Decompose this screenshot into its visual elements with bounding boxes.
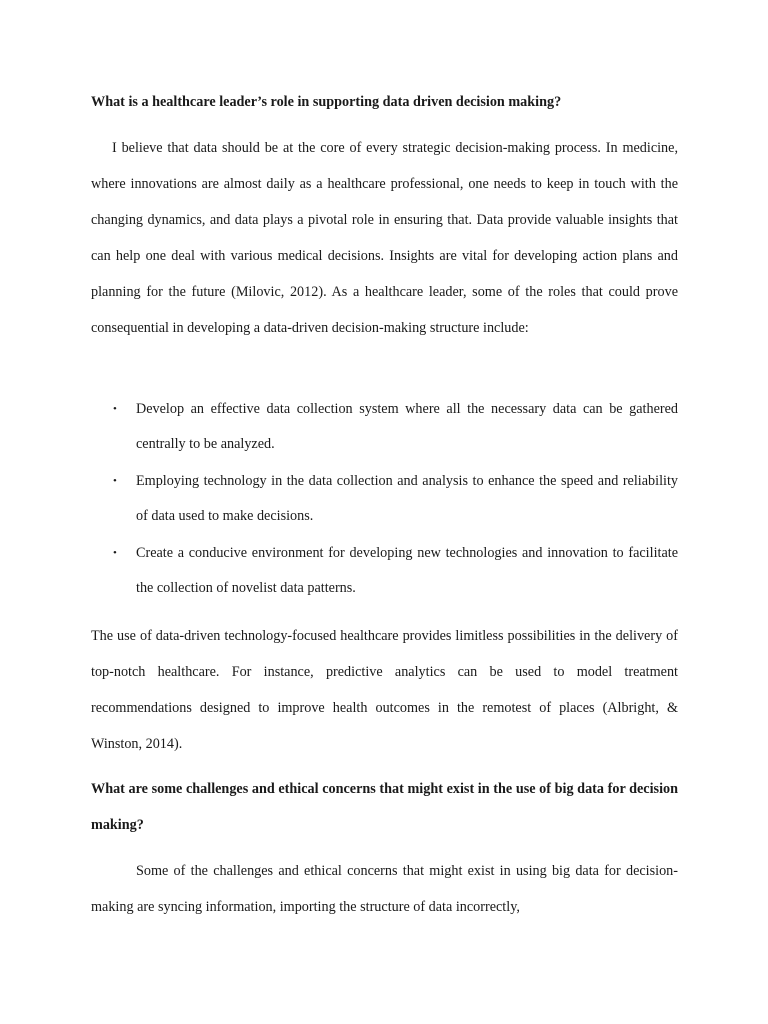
bullet-item-technology [91, 464, 678, 534]
bullet-list [91, 392, 678, 606]
bullet-icon: • [113, 547, 117, 559]
heading-leader-role: What is a healthcare leader’s role in supporting data driven decision making? [91, 94, 562, 110]
heading-challenges: What are some challenges and ethical concerns that might exist in the use of big data for decision making? [91, 781, 678, 833]
paragraph-challenges: Some of the challenges and ethical concerns that might exist in using big data for decision-making are syncing information, importing the structure of data incorrectly, [91, 863, 678, 915]
bullet-icon: • [113, 403, 117, 415]
bullet-item-data-collection [91, 392, 678, 462]
bullet-text: Create a conducive environment for developing new technologies and innovation to facilitate the collection of novelist data patterns. [136, 545, 678, 596]
paragraph-data-core: I believe that data should be at the core of every strategic decision-making process. In medicine, where innovations are almost daily as a healthcare professional, one needs to keep in touch with the changing dynamics, and data plays a pivotal role in ensuring that. Data provide valuable insights that can help one deal with various medical decisions. Insights are vital for developing action plans and planning for the future (Milovic, 2012). As a healthcare leader, some of the roles that could prove consequential in developing a data-driven decision-making structure include: [91, 140, 678, 336]
bullet-text: Employing technology in the data collection and analysis to enhance the speed and reliability of data used to make decisions. [136, 473, 678, 524]
paragraph-data-driven-tech: The use of data-driven technology-focused healthcare provides limitless possibilities in the delivery of top-notch healthcare. For instance, predictive analytics can be used to model treatment recommendations designed to improve health outcomes in the remotest of places (Albright, & Winston, 2014). [91, 628, 678, 752]
bullet-item-environment [91, 536, 678, 606]
bullet-text: Develop an effective data collection system where all the necessary data can be gathered centrally to be analyzed. [136, 401, 678, 452]
bullet-icon: • [113, 475, 117, 487]
